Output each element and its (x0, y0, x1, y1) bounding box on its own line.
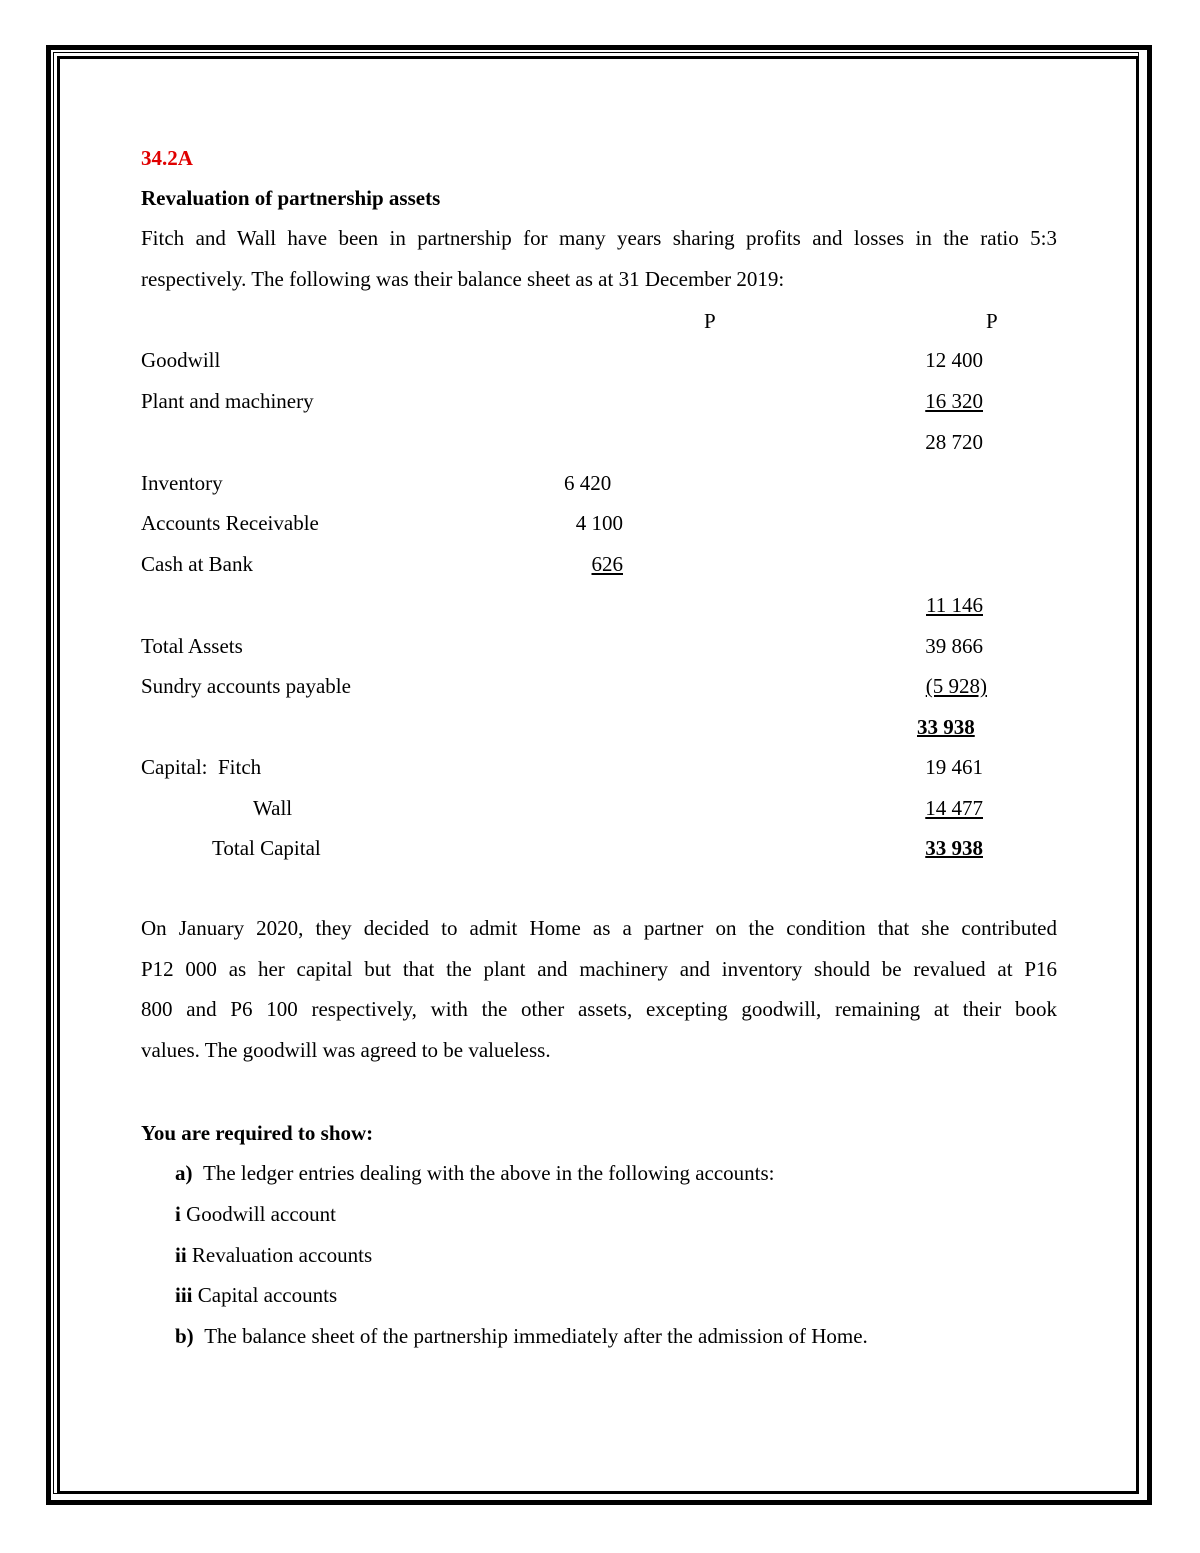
requirement-a-text: The ledger entries dealing with the above in the following accounts: (203, 1161, 775, 1185)
plant-label: Plant and machinery (141, 389, 314, 413)
required-heading: You are required to show: (141, 1121, 374, 1145)
requirement-ii-text: Revaluation accounts (191, 1243, 373, 1267)
page-title: Revaluation of partnership assets (141, 186, 441, 210)
requirement-i (175, 1202, 336, 1226)
capital-wall-value-cell (880, 796, 983, 820)
paragraph-line-4: values. The goodwill was agreed to be valueless. (141, 1037, 551, 1062)
requirement-i-text: Goodwill account (186, 1202, 336, 1226)
requirement-a (175, 1161, 775, 1185)
admission-paragraph (141, 908, 1057, 1070)
capital-wall-label: Wall (253, 796, 293, 820)
intro-line-1: Fitch and Wall have been in partnership for many years sharing profits and losses in the ratio 5:3 (141, 226, 1057, 250)
payable-label: Sundry accounts payable (141, 674, 351, 698)
column-header-p-1: P (704, 309, 716, 333)
net-assets-value: 33 938 (917, 715, 975, 739)
requirement-i-marker: i (175, 1202, 181, 1226)
requirement-iii-marker: iii (175, 1283, 193, 1307)
column-header-p-2: P (986, 309, 998, 333)
total-capital-label: Total Capital (212, 836, 321, 860)
requirement-b-marker: b) (175, 1324, 194, 1348)
current-assets-subtotal: 11 146 (926, 593, 983, 617)
total-capital-value-cell (880, 836, 983, 860)
requirement-ii (175, 1243, 372, 1267)
payable-value-cell (880, 674, 987, 698)
capital-fitch-label: Capital: Fitch (141, 755, 262, 779)
paragraph-line-1: On January 2020, they decided to admit Home as a partner on the condition that she contributed (141, 916, 1057, 940)
exercise-number: 34.2A (141, 146, 193, 170)
goodwill-value: 12 400 (925, 348, 983, 372)
paragraph-line-3: 800 and P6 100 respectively, with the other assets, excepting goodwill, remaining at their book (141, 997, 1057, 1022)
intro-paragraph (141, 218, 1057, 299)
requirement-ii-marker: ii (175, 1243, 187, 1267)
inventory-value: 6 420 (564, 471, 612, 495)
capital-wall-value: 14 477 (925, 796, 983, 820)
payable-value: (5 928) (925, 674, 987, 698)
capital-fitch-value: 19 461 (925, 755, 983, 779)
goodwill-label: Goodwill (141, 348, 221, 372)
requirement-b-text: The balance sheet of the partnership immediately after the admission of Home. (204, 1324, 868, 1348)
total-capital-value: 33 938 (925, 836, 983, 860)
current-assets-subtotal-cell (880, 593, 983, 617)
intro-line-2: respectively. The following was their balance sheet as at 31 December 2019: (141, 266, 785, 291)
total-assets-value: 39 866 (925, 634, 983, 658)
plant-value: 16 320 (925, 389, 983, 413)
receivable-value: 4 100 (575, 511, 623, 535)
receivable-label: Accounts Receivable (141, 511, 319, 535)
inventory-label: Inventory (141, 471, 223, 495)
requirement-iii (175, 1283, 337, 1307)
requirement-iii-text: Capital accounts (197, 1283, 338, 1307)
requirement-b (175, 1324, 868, 1348)
cash-value: 626 (591, 552, 623, 576)
requirement-a-marker: a) (175, 1161, 193, 1185)
paragraph-line-2: P12 000 as her capital but that the plant and machinery and inventory should be revalued at P16 (141, 956, 1057, 981)
cash-label: Cash at Bank (141, 552, 253, 576)
total-assets-label: Total Assets (141, 634, 243, 658)
plant-value-cell (880, 389, 983, 413)
fixed-assets-subtotal: 28 720 (925, 430, 983, 454)
